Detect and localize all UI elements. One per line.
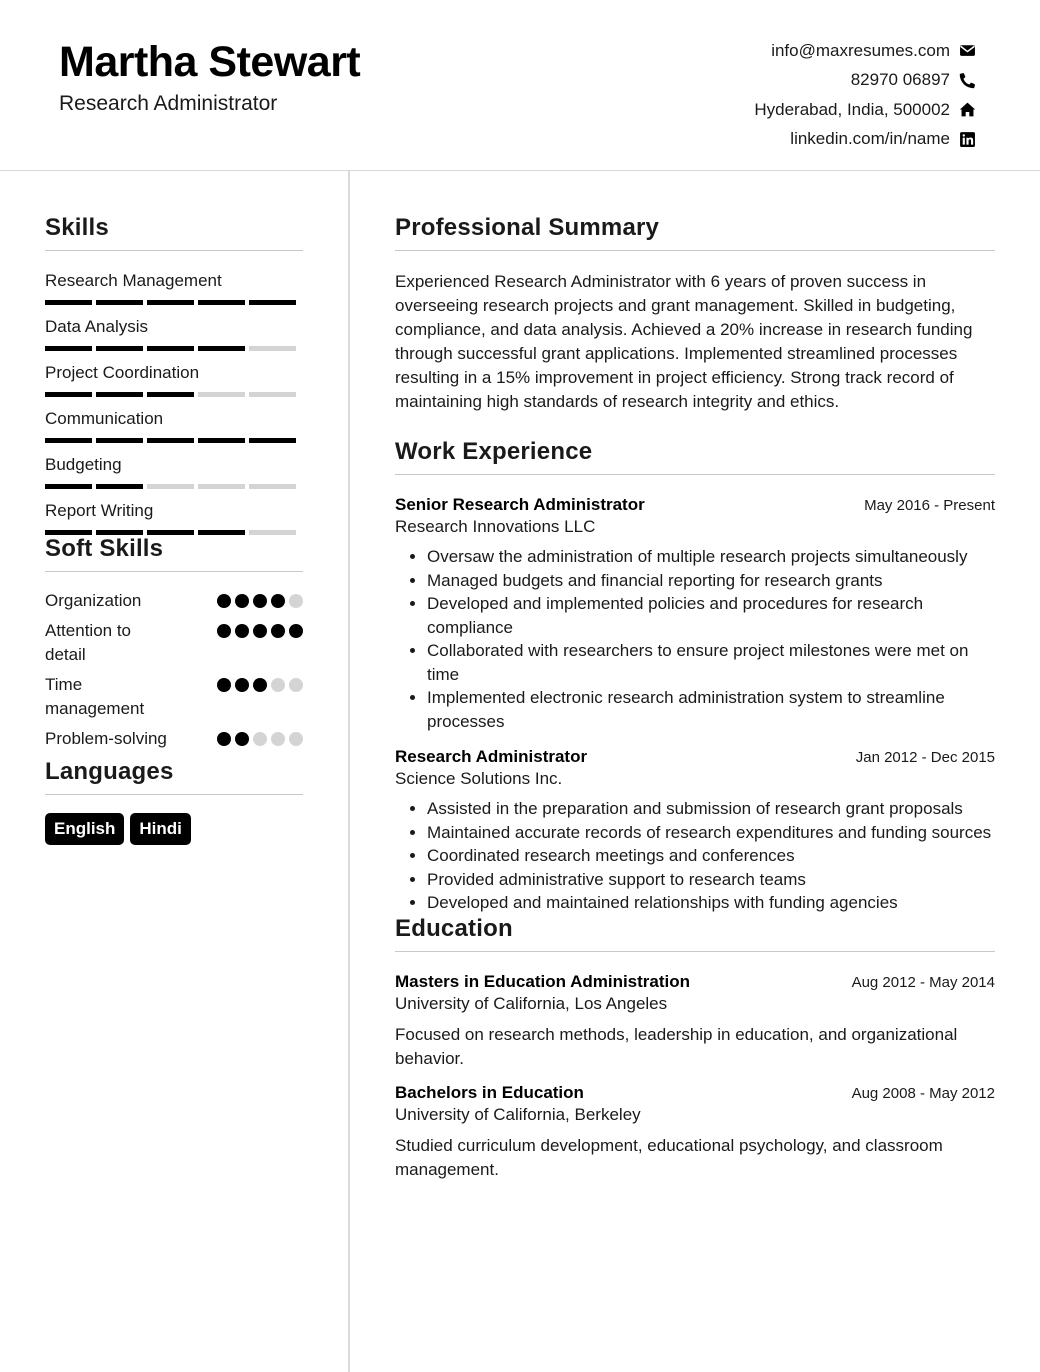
skill-level-segment	[96, 438, 143, 443]
contact-email[interactable]	[556, 36, 976, 66]
education-header	[395, 972, 995, 992]
job-company: Science Solutions Inc.	[395, 769, 563, 788]
rating-dot	[253, 624, 267, 638]
skill-name: Data Analysis	[45, 317, 148, 336]
skills-list	[45, 270, 303, 535]
rating-dot	[271, 594, 285, 608]
linkedin-icon	[958, 130, 976, 148]
skill-level-segment	[96, 300, 143, 305]
job-bullet: • Developed and maintained relationships with funding agencies	[427, 891, 995, 915]
skill-level-segment	[249, 530, 296, 535]
envelope-icon	[958, 42, 976, 60]
main-column	[395, 214, 995, 1182]
job-company: Research Innovations LLC	[395, 517, 596, 536]
education-title: Education	[395, 915, 995, 952]
soft-skill-item	[45, 589, 303, 613]
skill-level-segment	[147, 438, 194, 443]
skill-item	[45, 500, 303, 535]
education-header	[395, 1083, 995, 1103]
skill-level-segment	[198, 346, 245, 351]
resume-header	[0, 0, 1040, 171]
education-entry	[395, 972, 995, 1071]
experience-title: Work Experience	[395, 438, 995, 475]
skill-name: Report Writing	[45, 501, 154, 520]
job-bullet: • Implemented electronic research administration system to streamline processes	[427, 686, 995, 733]
skills-title: Skills	[45, 214, 303, 251]
job-entry	[395, 495, 995, 733]
education-dates: Aug 2012 - May 2014	[851, 973, 995, 991]
education-list	[395, 972, 995, 1182]
job-bullet: • Provided administrative support to research teams	[427, 868, 995, 892]
home-icon	[958, 101, 976, 119]
rating-dot	[217, 594, 231, 608]
contact-linkedin[interactable]	[556, 125, 976, 155]
skill-item	[45, 408, 303, 443]
rating-dot	[217, 732, 231, 746]
skill-level-segment	[45, 438, 92, 443]
skill-level-bar	[45, 392, 303, 397]
skill-level-segment	[198, 530, 245, 535]
education-description: Studied curriculum development, educational psychology, and classroom management.	[395, 1135, 943, 1179]
rating-dot	[235, 678, 249, 692]
job-dates: Jan 2012 - Dec 2015	[855, 749, 995, 766]
job-dates: May 2016 - Present	[864, 497, 995, 514]
soft-skill-rating	[217, 678, 303, 692]
education-school: University of California, Los Angeles	[395, 993, 668, 1013]
contact-phone-text[interactable]: 82970 06897	[850, 70, 950, 90]
skill-name: Communication	[45, 409, 164, 428]
skill-level-segment	[249, 392, 296, 397]
skill-level-segment	[45, 300, 92, 305]
contact-linkedin-text[interactable]: linkedin.com/in/name	[790, 129, 950, 149]
skill-level-segment	[96, 484, 143, 489]
contact-email-text[interactable]: info@maxresumes.com	[771, 40, 950, 60]
skill-level-segment	[249, 438, 296, 443]
job-entry	[395, 747, 995, 915]
skill-level-segment	[249, 484, 296, 489]
experience-list	[395, 495, 995, 915]
candidate-role: Research Administrator	[59, 92, 278, 115]
soft-skill-name: Time management	[45, 675, 145, 718]
job-title: Research Administrator	[395, 747, 588, 766]
education-degree: Bachelors in Education	[395, 1082, 584, 1102]
job-header	[395, 495, 995, 515]
languages-list	[45, 813, 303, 845]
skill-level-segment	[147, 392, 194, 397]
contact-block	[556, 36, 976, 154]
skill-level-bar	[45, 346, 303, 351]
summary-text: Experienced Research Administrator with 6 years of proven success in overseeing research projects and grant management. Skilled in budgeting, compliance, and data analysis. Achieved a 20% increase in research funding through successful grant applications. Implemented streamlined processes resulting in a 15% improvement in project efficiency. Strong track record of maintaining high standards of research integrity and ethics.	[395, 272, 973, 411]
rating-dot	[271, 678, 285, 692]
summary-title: Professional Summary	[395, 214, 995, 251]
skill-name: Project Coordination	[45, 363, 200, 382]
soft-skills-list	[45, 589, 303, 751]
job-header	[395, 747, 995, 767]
soft-skills-title: Soft Skills	[45, 535, 303, 572]
candidate-name: Martha Stewart	[59, 38, 361, 86]
soft-skill-name: Problem-solving	[45, 729, 167, 748]
soft-skill-rating	[217, 732, 303, 746]
job-bullet: • Collaborated with researchers to ensure project milestones were met on time	[427, 639, 995, 686]
skill-level-bar	[45, 438, 303, 443]
job-bullets	[427, 545, 995, 733]
skill-level-segment	[249, 346, 296, 351]
rating-dot	[289, 594, 303, 608]
skill-item	[45, 454, 303, 489]
soft-skill-name: Organization	[45, 591, 142, 610]
skill-level-segment	[96, 346, 143, 351]
job-bullet: • Coordinated research meetings and conferences	[427, 844, 995, 868]
rating-dot	[271, 624, 285, 638]
rating-dot	[253, 594, 267, 608]
skill-name: Budgeting	[45, 455, 122, 474]
skill-item	[45, 316, 303, 351]
education-dates: Aug 2008 - May 2012	[851, 1084, 995, 1102]
contact-address	[556, 95, 976, 125]
rating-dot	[253, 678, 267, 692]
job-bullet: • Managed budgets and financial reporting for research grants	[427, 569, 995, 593]
skill-level-segment	[45, 346, 92, 351]
rating-dot	[289, 678, 303, 692]
skill-level-segment	[249, 300, 296, 305]
soft-skill-item	[45, 673, 303, 721]
skill-level-bar	[45, 484, 303, 489]
skill-name: Research Management	[45, 271, 222, 290]
rating-dot	[217, 624, 231, 638]
skill-level-segment	[198, 300, 245, 305]
job-bullet: • Oversaw the administration of multiple research projects simultaneously	[427, 545, 995, 569]
skill-level-segment	[147, 300, 194, 305]
skill-level-segment	[45, 392, 92, 397]
job-bullets	[427, 797, 995, 915]
skill-item	[45, 270, 303, 305]
skill-level-segment	[147, 346, 194, 351]
skill-level-segment	[198, 438, 245, 443]
rating-dot	[235, 594, 249, 608]
column-divider	[348, 171, 350, 1372]
soft-skill-rating	[217, 594, 303, 608]
job-bullet: • Assisted in the preparation and submission of research grant proposals	[427, 797, 995, 821]
language-badge: English	[45, 813, 124, 845]
skill-level-segment	[147, 484, 194, 489]
rating-dot	[217, 678, 231, 692]
rating-dot	[289, 624, 303, 638]
skill-item	[45, 362, 303, 397]
rating-dot	[271, 732, 285, 746]
rating-dot	[253, 732, 267, 746]
skill-level-segment	[96, 392, 143, 397]
rating-dot	[235, 732, 249, 746]
contact-address-text: Hyderabad, India, 500002	[754, 99, 950, 119]
skill-level-segment	[45, 484, 92, 489]
education-school: University of California, Berkeley	[395, 1104, 641, 1124]
phone-icon	[958, 71, 976, 89]
education-entry	[395, 1083, 995, 1182]
soft-skill-name: Attention to detail	[45, 621, 132, 664]
sidebar	[45, 214, 303, 845]
job-bullet: • Developed and implemented policies and procedures for research compliance	[427, 592, 995, 639]
soft-skill-item	[45, 619, 303, 667]
job-title: Senior Research Administrator	[395, 495, 645, 514]
skill-level-segment	[198, 484, 245, 489]
soft-skill-rating	[217, 624, 303, 638]
skill-level-bar	[45, 300, 303, 305]
rating-dot	[289, 732, 303, 746]
contact-phone[interactable]	[556, 66, 976, 96]
language-badge: Hindi	[130, 813, 191, 845]
job-bullet: • Maintained accurate records of research expenditures and funding sources	[427, 821, 995, 845]
education-description: Focused on research methods, leadership in education, and organizational behavior.	[395, 1024, 958, 1068]
soft-skill-item	[45, 727, 303, 751]
education-degree: Masters in Education Administration	[395, 971, 691, 991]
rating-dot	[235, 624, 249, 638]
languages-title: Languages	[45, 758, 303, 795]
skill-level-segment	[198, 392, 245, 397]
